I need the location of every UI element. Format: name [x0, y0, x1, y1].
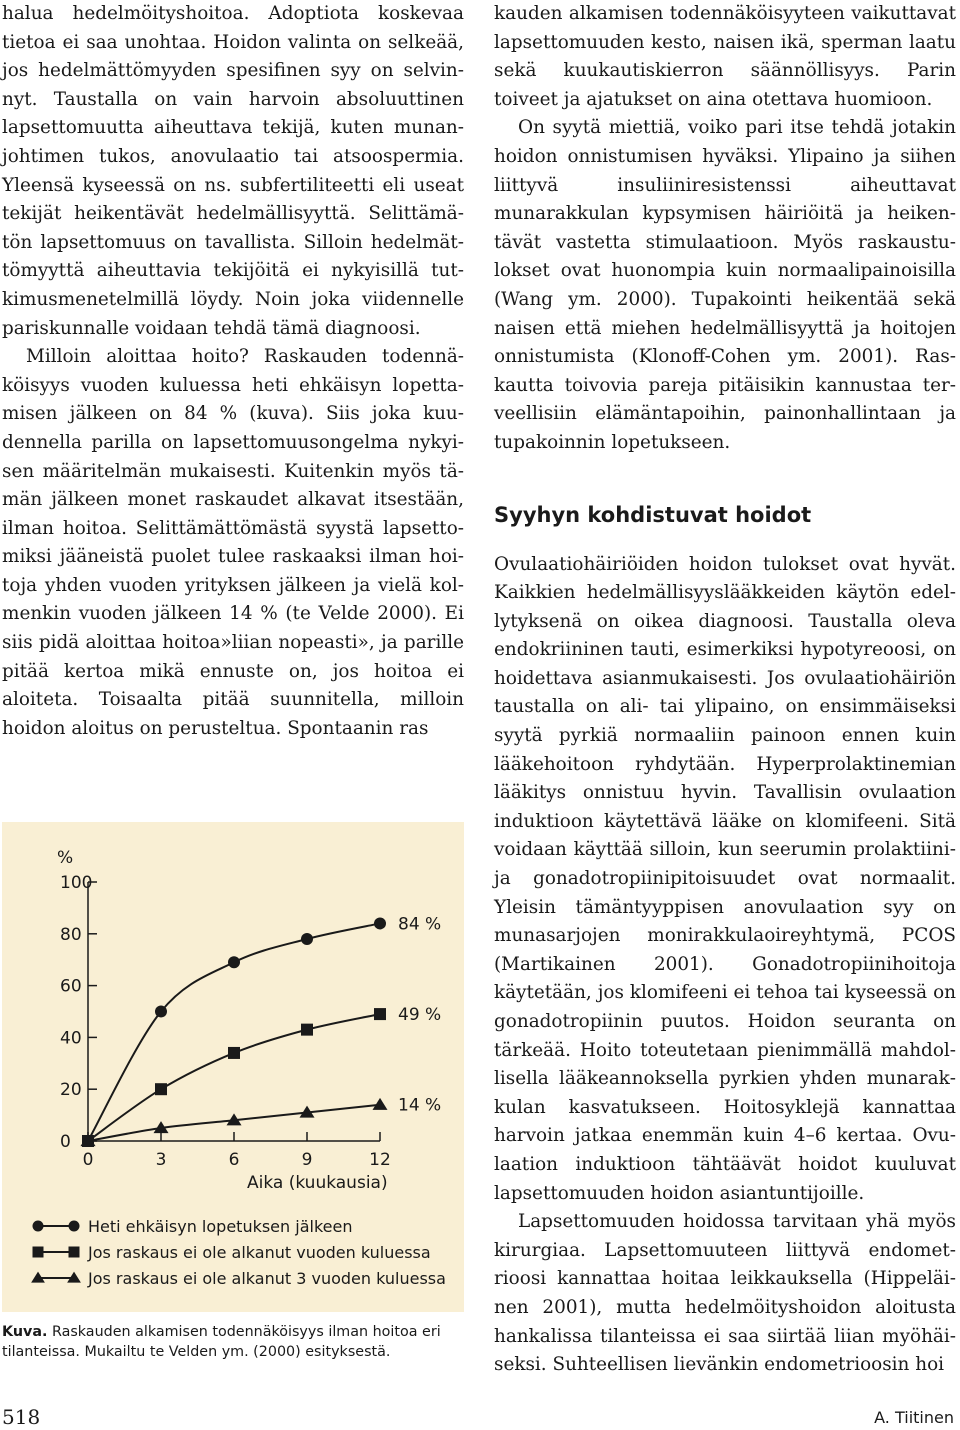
x-tick-label: 3	[155, 1150, 167, 1170]
caption-label: Kuva.	[2, 1324, 48, 1340]
body-paragraph: Milloin aloittaa hoito? Raskauden todennäköisyys vuoden kuluessa heti ehkäisyn lopettamisen jälkeen on 84 % (kuva). Siis joka kuudennella parilla on lapsettomuusongelma nykyisen määritelmän mukaisesti. Kuitenkin myös tämän jälkeen monet raskaudet alkavat itsestään, ilman hoitoa. Selittämättömästä syystä lapsettomiksi jääneistä puolet tulee raskaaksi ilman hoitoja yhden vuoden yrityksen jälkeen ja vielä kolmenkin vuoden jälkeen 14 % (te Velde 2000). Ei siis pidä aloittaa hoitoa»liian nopeasti», ja parille pitää kertoa mikä ennuste on, jos hoitoa ei aloiteta. Toisaalta pitää suunnitella, milloin hoidon aloitus on perusteltua. Spontaanin ras	[2, 346, 464, 739]
figure-caption	[2, 1322, 472, 1362]
section-heading: Syyhyn kohdistuvat hoidot	[494, 502, 812, 527]
circle-marker	[155, 1006, 167, 1018]
probability-chart	[2, 822, 464, 1312]
y-axis-label: %	[57, 848, 74, 868]
square-marker	[155, 1083, 167, 1095]
y-tick-label: 60	[60, 976, 82, 997]
x-axis-ticks	[83, 1132, 391, 1170]
series-end-label: 14 %	[398, 1095, 442, 1116]
right-text-column	[494, 0, 956, 1380]
circle-marker	[228, 956, 240, 968]
legend-label: Jos raskaus ei ole alkanut 3 vuoden kuluessa	[88, 1269, 446, 1288]
y-tick-label: 0	[60, 1132, 71, 1152]
circle-marker	[301, 933, 313, 945]
x-tick-label: 9	[301, 1150, 313, 1170]
legend-item	[31, 1269, 446, 1288]
y-tick-label: 20	[60, 1080, 82, 1101]
figure	[2, 822, 464, 1312]
x-tick-label: 6	[228, 1150, 240, 1170]
series-end-label: 84 %	[398, 914, 442, 935]
y-axis-ticks	[60, 873, 97, 1152]
body-paragraph: Lapsettomuuden hoidossa tarvitaan yhä myös kirurgiaa. Lapsettomuuteen liittyvä endometrioosi kannattaa hoitaa leikkauksella (Hippeläinen 2001), mutta hedelmöityshoidon aloitusta hankalissa tilanteissa ei saa siirtää liian myöhäiseksi. Suhteellisen lievänkin endometrioosin hoi	[494, 1211, 956, 1376]
square-marker	[33, 1247, 44, 1258]
circle-marker	[374, 917, 386, 929]
circle-marker	[69, 1221, 80, 1232]
body-paragraph: On syytä miettiä, voiko pari itse tehdä jotakin hoidon onnistumisen hyväksi. Ylipaino ja siihen liittyvä insuliiniresistenssi aiheuttavat munarakkulan kypsymisen häiriöitä ja heikentävät vastetta stimulaatioon. Myös raskaustulokset ovat huonompia kuin normaalipainoisilla (Wang ym. 2000). Tupakointi heikentää sekä naisen että miehen hedelmällisyyttä ja hoitojen onnistumista (Klonoff-Cohen ym. 2001). Raskautta toivovia pareja pitäisikin kannustaa terveellisiin elämäntapoihin, painonhallintaan ja tupakoinnin lopetukseen.	[494, 117, 956, 453]
chart-series	[81, 917, 388, 1147]
triangle-marker	[373, 1098, 388, 1110]
legend-item	[33, 1217, 353, 1236]
y-tick-label: 80	[60, 924, 82, 945]
left-text-column	[2, 0, 464, 743]
y-tick-label: 40	[60, 1028, 82, 1049]
x-tick-label: 12	[369, 1150, 391, 1170]
square-marker	[69, 1247, 80, 1258]
y-tick-label: 100	[60, 873, 93, 893]
x-axis-label: Aika (kuukausia)	[247, 1173, 388, 1193]
caption-text: Raskauden alkamisen todennäköisyys ilman hoitoa eri tilanteissa. Mukailtu te Velden ym. (2000) esityksestä.	[2, 1324, 441, 1360]
x-tick-label: 0	[82, 1150, 94, 1170]
body-paragraph: halua hedelmöityshoitoa. Adoptiota koskevaa tietoa ei saa unohtaa. Hoidon valinta on selkeää, jos hedelmättömyyden spesifinen syy on selvinnyt. Taustalla on vain harvoin absoluuttinen lapsettomuutta aiheuttava tekijä, kuten munanjohtimen tukos, anovulaatio tai atsoospermia. Yleensä kyseessä on ns. subfertiliteetti eli useat tekijät heikentävät hedelmällisyyttä. Selittämätön lapsettomuus on tavallista. Silloin hedelmättömyyttä aiheuttavia tekijöitä ei nykyisillä tutkimusmenetelmillä löydy. Noin joka viidennelle pariskunnalle voidaan tehdä tämä diagnoosi.	[2, 3, 464, 339]
legend-item	[33, 1243, 431, 1262]
circle-marker	[33, 1221, 44, 1232]
series-end-label: 49 %	[398, 1005, 442, 1026]
legend-label: Heti ehkäisyn lopetuksen jälkeen	[88, 1217, 353, 1236]
square-marker	[301, 1024, 313, 1036]
chart-legend	[31, 1217, 446, 1288]
series-square	[82, 1008, 386, 1147]
legend-label: Jos raskaus ei ole alkanut vuoden kuluessa	[88, 1243, 431, 1262]
body-paragraph: kauden alkamisen todennäköisyyteen vaikuttavat lapsettomuuden kesto, naisen ikä, sperman laatu sekä kuukautiskierron säännöllisyys. Parin toiveet ja ajatukset on aina otettava huomioon.	[494, 3, 956, 110]
body-paragraph: Ovulaatiohäiriöiden hoidon tulokset ovat hyvät. Kaikkien hedelmällisyyslääkkeiden käytön edellytyksenä on oikea diagnoosi. Taustalla oleva endokriininen tauti, esimerkiksi hypotyreoosi, on hoidettava asianmukaisesti. Jos ovulaatiohäiriön taustalla on ali- tai ylipaino, on ensimmäiseksi syytä pyrkiä normaaliin painoon ennen kuin lääkehoitoon ryhdytään. Hyperprolaktinemian lääkitys onnistuu hyvin. Tavallisin ovulaation induktioon käytettävä lääke on klomifeeni. Sitä voidaan käyttää silloin, kun seerumin prolaktiini- ja gonadotropiinipitoisuudet ovat normaalit. Yleisin tämäntyyppisen anovulaation syy on munasarjojen monirakkulaoireyhtymä, PCOS (Martikainen 2001). Gonadotropiinihoitoja käytetään, jos klomifeeni ei tehoa tai kyseessä on gonadotropiinin puutos. Hoidon seuranta on tärkeää. Hoito toteutetaan pienimmällä mahdollisella lääkeannoksella pyrkien yhden munarakkulan kasvatukseen. Hoitosyklejä kannattaa harvoin jatkaa enemmän kuin 4–6 kertaa. Ovulaation induktioon tähtäävät hoidot kuuluvat lapsettomuuden hoidon asiantuntijoille.	[494, 553, 956, 1204]
square-marker	[374, 1008, 386, 1020]
page-number: 518	[2, 1405, 41, 1429]
square-marker	[228, 1047, 240, 1059]
series-end-labels	[398, 914, 441, 1115]
author-name: A. Tiitinen	[874, 1408, 954, 1427]
